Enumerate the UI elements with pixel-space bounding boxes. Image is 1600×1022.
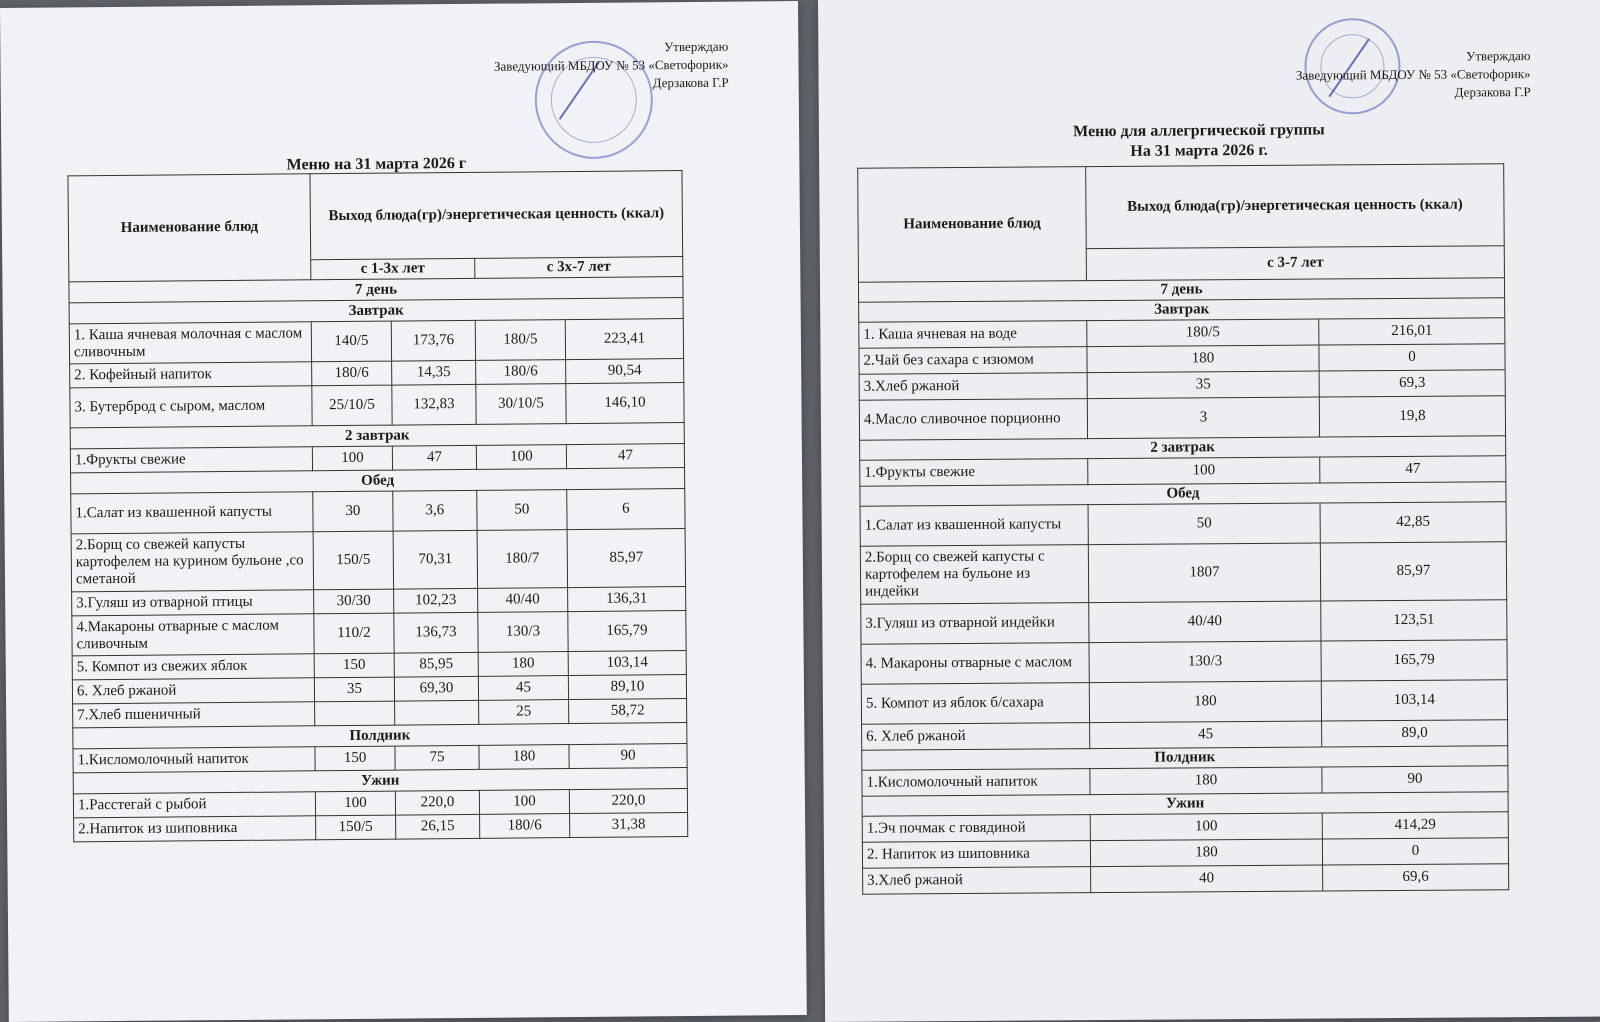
portion-value: 30/10/5	[476, 384, 566, 425]
energy-value: 90	[1322, 766, 1508, 793]
menu-sheet-right	[818, 0, 1600, 1022]
portion-value: 180/5	[475, 320, 565, 361]
energy-value: 165,79	[568, 611, 686, 652]
portion-value: 180/6	[480, 814, 570, 839]
portion-value: 100	[476, 445, 566, 470]
portion-value: 180	[1090, 767, 1322, 795]
energy-value: 6	[567, 489, 685, 530]
section-title: Полдник	[862, 746, 1508, 771]
section-title: 7 день	[858, 278, 1504, 303]
menu-title-line: Меню для аллегргической группы	[1073, 121, 1325, 141]
energy-value: 26,15	[396, 814, 480, 839]
menu-row	[861, 600, 1507, 645]
portion-value: 1807	[1088, 543, 1320, 603]
energy-value: 136,73	[394, 612, 478, 653]
energy-value: 69,30	[394, 676, 478, 701]
dish-name: 2.Напиток из шиповника	[74, 816, 316, 842]
portion-value: 150	[315, 746, 395, 771]
energy-value: 19,8	[1319, 396, 1505, 437]
menu-row	[70, 383, 684, 428]
portion-value: 35	[1087, 371, 1319, 399]
approval-line: Дерзакова Г.Р	[652, 74, 729, 91]
portion-value: 130/3	[1089, 641, 1321, 683]
section-title: Полдник	[73, 723, 687, 749]
menu-table-body	[858, 278, 1508, 894]
menu-row	[74, 813, 688, 842]
energy-value: 103,14	[1321, 680, 1507, 721]
approval-line: Заведующий МБДОУ № 53 «Светофорик»	[1295, 66, 1531, 83]
dish-name: 3.Гуляш из отварной птицы	[72, 590, 314, 616]
dish-name: 2. Напиток из шиповника	[862, 841, 1090, 869]
portion-value: 180	[479, 745, 569, 770]
approval-block	[494, 38, 729, 94]
energy-value: 89,10	[568, 675, 686, 700]
energy-value: 70,31	[393, 530, 478, 589]
energy-value: 47	[1320, 456, 1506, 483]
portion-value: 100	[315, 791, 395, 816]
section-title: 2 завтрак	[860, 436, 1506, 461]
energy-value: 220,0	[395, 790, 479, 815]
portion-value: 140/5	[311, 321, 391, 362]
dish-name: 6. Хлеб ржаной	[862, 723, 1090, 751]
portion-value: 40/40	[478, 588, 568, 613]
approval-line: Дерзакова Г.Р	[1454, 84, 1531, 100]
portion-value: 150	[314, 653, 394, 678]
header-output: Выход блюда(гр)/энергетическая ценность (ккал)	[310, 171, 683, 260]
energy-value: 42,85	[1320, 502, 1506, 543]
energy-value: 69,6	[1323, 864, 1509, 891]
section-title: Обед	[860, 482, 1506, 507]
menu-row	[859, 396, 1505, 441]
energy-value: 85,97	[567, 529, 686, 588]
energy-value: 75	[395, 745, 479, 770]
dish-name: 1.Эч почмак с говядиной	[862, 815, 1090, 843]
energy-value: 0	[1322, 838, 1508, 865]
energy-value: 3,6	[393, 490, 477, 531]
portion-value: 100	[1090, 813, 1322, 841]
section-title: Завтрак	[69, 298, 683, 324]
portion-value: 40	[1091, 865, 1323, 893]
energy-value: 102,23	[394, 588, 478, 613]
menu-title-line: На 31 марта 2026 г.	[1130, 141, 1268, 160]
menu-row	[72, 611, 686, 656]
menu-row	[69, 319, 683, 364]
dish-name: 1.Фрукты свежие	[860, 459, 1088, 487]
portion-value: 180/5	[1087, 319, 1319, 347]
menu-row	[860, 502, 1506, 547]
dish-name: 4.Масло сливочное порционно	[859, 399, 1087, 441]
section-title: Ужин	[862, 792, 1508, 817]
energy-value: 173,76	[391, 320, 475, 361]
dish-name: 5. Компот из яблок б/сахара	[861, 683, 1089, 725]
menu-table-body	[69, 277, 688, 842]
energy-value: 47	[392, 445, 476, 470]
portion-value: 100	[479, 790, 569, 815]
dish-name: 7.Хлеб пшеничный	[73, 702, 315, 728]
energy-value: 216,01	[1319, 318, 1505, 345]
dish-name: 4.Макароны отварные с маслом сливочным	[72, 614, 314, 656]
dish-name: 6. Хлеб ржаной	[72, 678, 314, 704]
dish-name: 1. Каша ячневая на воде	[859, 321, 1087, 349]
dish-name: 2.Борщ со свежей капусты картофелем на курином бульоне ,со сметаной	[71, 532, 313, 592]
menu-row	[861, 640, 1507, 685]
header-dish-name: Наименование блюд	[68, 174, 311, 282]
menu-sheet-left	[0, 1, 807, 1022]
energy-value: 146,10	[566, 383, 684, 424]
menu-row	[71, 489, 685, 534]
portion-value: 25	[479, 700, 569, 725]
portion-value: 50	[1088, 503, 1320, 545]
energy-value: 90	[569, 744, 687, 769]
energy-value: 220,0	[569, 789, 687, 814]
dish-name: 1.Расстегай с рыбой	[73, 792, 315, 818]
menu-title	[859, 119, 1539, 164]
dish-name: 1.Кисломолочный напиток	[862, 769, 1090, 797]
energy-value: 47	[566, 444, 684, 469]
dish-name: 4. Макароны отварные с маслом	[861, 643, 1089, 685]
header-age-1-3: с 1-3х лет	[311, 258, 475, 279]
portion-value: 180	[1090, 839, 1322, 867]
dish-name: 1.Салат из квашенной капусты	[71, 492, 313, 534]
header-age-3-7: с 3-7 лет	[1086, 246, 1504, 281]
portion-value: 150/5	[313, 531, 394, 590]
approval-block	[1296, 47, 1531, 103]
dish-name: 1.Кисломолочный напиток	[73, 747, 315, 773]
menu-table	[67, 170, 688, 842]
menu-row	[863, 864, 1509, 895]
dish-name: 3.Хлеб ржаной	[863, 867, 1091, 895]
dish-name: 3.Гуляш из отварной индейки	[861, 603, 1089, 645]
section-title: Завтрак	[859, 298, 1505, 323]
section-title: 7 день	[69, 277, 683, 303]
energy-value	[395, 700, 479, 725]
portion-value: 180	[1089, 681, 1321, 723]
portion-value: 45	[1090, 721, 1322, 749]
energy-value: 165,79	[1321, 640, 1507, 681]
energy-value: 58,72	[569, 699, 687, 724]
dish-name: 1.Салат из квашенной капусты	[860, 505, 1088, 547]
portion-value: 3	[1087, 397, 1319, 439]
portion-value: 180/6	[312, 361, 392, 386]
portion-value: 180/6	[476, 360, 566, 385]
dish-name: 2.Борщ со свежей капусты с картофелем на бульоне из индейки	[860, 545, 1088, 605]
header-dish-name: Наименование блюд	[858, 167, 1087, 283]
portion-value: 25/10/5	[312, 385, 392, 426]
energy-value: 0	[1319, 344, 1505, 371]
portion-value	[315, 701, 395, 726]
portion-value: 100	[312, 446, 392, 471]
energy-value: 132,83	[392, 384, 476, 425]
energy-value: 89,0	[1322, 720, 1508, 747]
portion-value: 130/3	[478, 612, 568, 653]
portion-value: 30	[313, 491, 393, 532]
menu-row	[860, 542, 1506, 605]
energy-value: 123,51	[1321, 600, 1507, 641]
energy-value: 414,29	[1322, 812, 1508, 839]
portion-value: 45	[478, 676, 568, 701]
portion-value: 30/30	[314, 589, 394, 614]
dish-name: 2. Кофейный напиток	[70, 362, 312, 388]
energy-value: 85,95	[394, 652, 478, 677]
menu-table	[857, 163, 1509, 894]
energy-value: 223,41	[565, 319, 683, 360]
portion-value: 180	[1087, 345, 1319, 373]
approval-line: Утверждаю	[664, 38, 729, 55]
section-title: 2 завтрак	[70, 423, 684, 449]
section-title: Ужин	[73, 768, 687, 794]
energy-value: 69,3	[1319, 370, 1505, 397]
portion-value: 180/7	[477, 530, 568, 589]
dish-name: 1. Каша ячневая молочная с маслом сливочным	[69, 322, 311, 364]
energy-value: 136,31	[568, 587, 686, 612]
portion-value: 110/2	[314, 613, 394, 654]
menu-title: Меню на 31 марта 2026 г	[286, 154, 467, 174]
approval-line: Утверждаю	[1466, 48, 1531, 64]
header-output: Выход блюда(гр)/энергетическая ценность (ккал)	[1086, 164, 1505, 249]
approval-line: Заведующий МБДОУ № 53 «Светофорик»	[493, 56, 729, 74]
energy-value: 85,97	[1320, 542, 1506, 601]
section-title: Обед	[71, 468, 685, 494]
dish-name: 5. Компот из свежих яблок	[72, 654, 314, 680]
portion-value: 180	[478, 652, 568, 677]
portion-value: 100	[1088, 457, 1320, 485]
energy-value: 14,35	[392, 360, 476, 385]
menu-row	[861, 680, 1507, 725]
energy-value: 31,38	[570, 813, 688, 838]
portion-value: 40/40	[1089, 601, 1321, 643]
portion-value: 50	[477, 490, 567, 531]
portion-value: 150/5	[316, 815, 396, 840]
dish-name: 1.Фрукты свежие	[70, 447, 312, 473]
dish-name: 3.Хлеб ржаной	[859, 373, 1087, 401]
dish-name: 2.Чай без сахара с изюмом	[859, 347, 1087, 375]
energy-value: 103,14	[568, 651, 686, 676]
portion-value: 35	[314, 677, 394, 702]
dish-name: 3. Бутерброд с сыром, маслом	[70, 386, 312, 428]
menu-row	[71, 529, 685, 592]
header-age-3-7: с 3х-7 лет	[475, 257, 683, 279]
energy-value: 90,54	[566, 359, 684, 384]
